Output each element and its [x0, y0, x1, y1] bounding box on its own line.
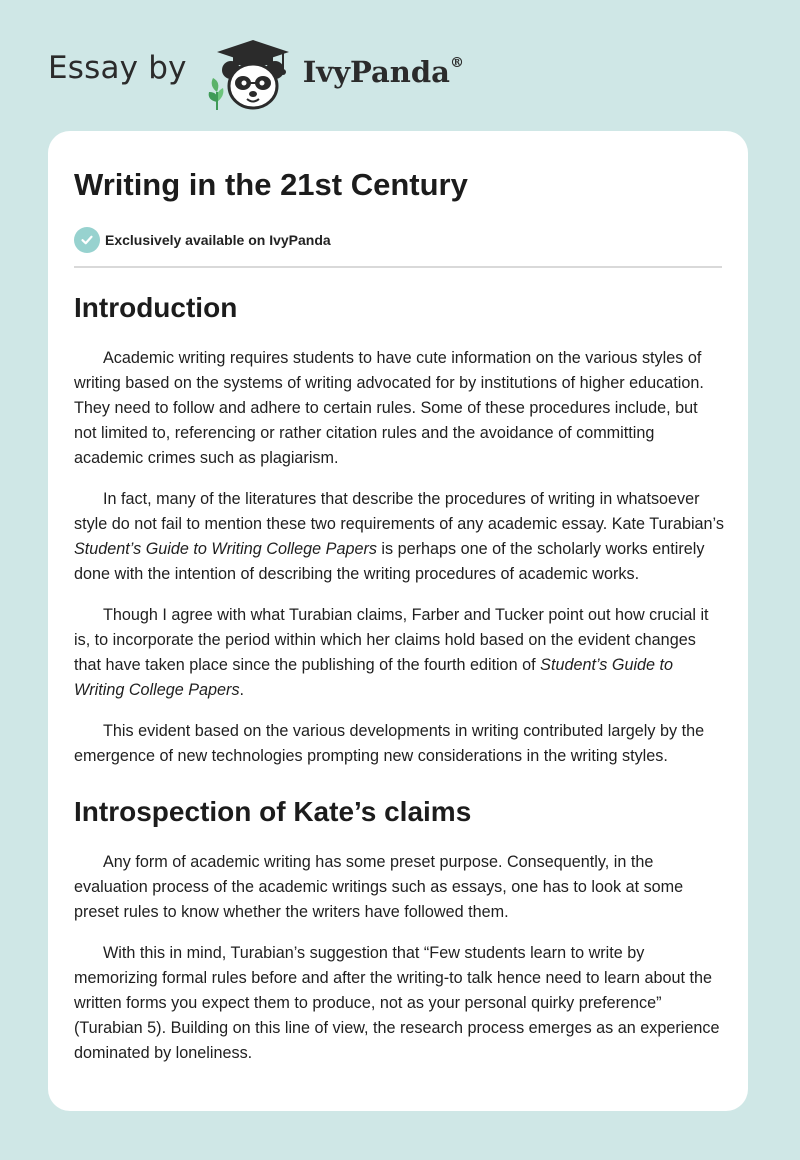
section-heading: Introduction — [74, 292, 238, 323]
divider — [74, 266, 722, 268]
paragraph — [74, 346, 724, 471]
exclusive-badge — [74, 227, 722, 253]
paragraph-text: is perhaps one of the scholarly works entirely done with the intention of describing the writing procedures of academic works. — [74, 540, 705, 583]
essay-title: Writing in the 21st Century — [74, 167, 468, 202]
book-title: Student’s Guide to Writing College Papers — [74, 540, 377, 558]
section-body — [74, 850, 722, 1066]
paragraph-text: In fact, many of the literatures that describe the procedures of writing in whatsoever style do not fail to mention these two requirements of any academic essay. Kate Turabian’s — [74, 490, 724, 533]
essay-by-label: Essay by — [48, 50, 187, 86]
paragraph-text: Though I agree with what Turabian claims, Farber and Tucker point out how crucial it is, to incorporate the period within which her claims hold based on the evident changes that have taken place since the publishing of the fourth edition of — [74, 606, 709, 674]
panda-logo-icon[interactable] — [203, 36, 299, 112]
registered-mark: ® — [449, 55, 464, 72]
check-icon — [74, 227, 100, 253]
essay-body — [74, 290, 722, 1066]
essay-card — [48, 131, 748, 1111]
paragraph-text: . — [239, 681, 245, 699]
paragraph-text: Academic writing requires students to have cute information on the various styles of writing based on the systems of writing advocated for by institutions of higher education. They need to follow and adhere to certain rules. Some of these procedures include, but not limited to, referencing or rather citation rules and the avoidance of committing academic crimes such as plagiarism. — [74, 349, 704, 467]
paragraph-text: Any form of academic writing has some preset purpose. Consequently, in the evaluation process of the academic writings such as essays, one has to look at some preset rules to know whether the writers have followed them. — [74, 853, 684, 921]
paragraph — [74, 487, 724, 587]
brand-name[interactable] — [303, 55, 464, 89]
paragraph-text: With this in mind, Turabian’s suggestion that “Few students learn to write by memorizing formal rules before and after the writing-to talk hence need to learn about the written forms you expect them to produce, not as your personal quirky preference” (Turabian 5). Building on this line of view, the research process emerges as an experience dominated by loneliness. — [74, 944, 720, 1062]
paragraph — [74, 603, 724, 703]
brand-label: IvyPanda — [302, 55, 450, 89]
site-header — [48, 34, 464, 114]
paragraph — [74, 850, 724, 925]
paragraph-text: This evident based on the various developments in writing contributed largely by the emergence of new technologies prompting new considerations in the writing styles. — [74, 722, 705, 765]
paragraph — [74, 941, 724, 1066]
paragraph — [74, 719, 724, 769]
book-title: Student’s Guide to Writing College Papers — [74, 656, 674, 699]
section-heading: Introspection of Kate’s claims — [74, 796, 472, 827]
exclusive-label: Exclusively available on IvyPanda — [105, 232, 331, 248]
section-body — [74, 346, 722, 769]
